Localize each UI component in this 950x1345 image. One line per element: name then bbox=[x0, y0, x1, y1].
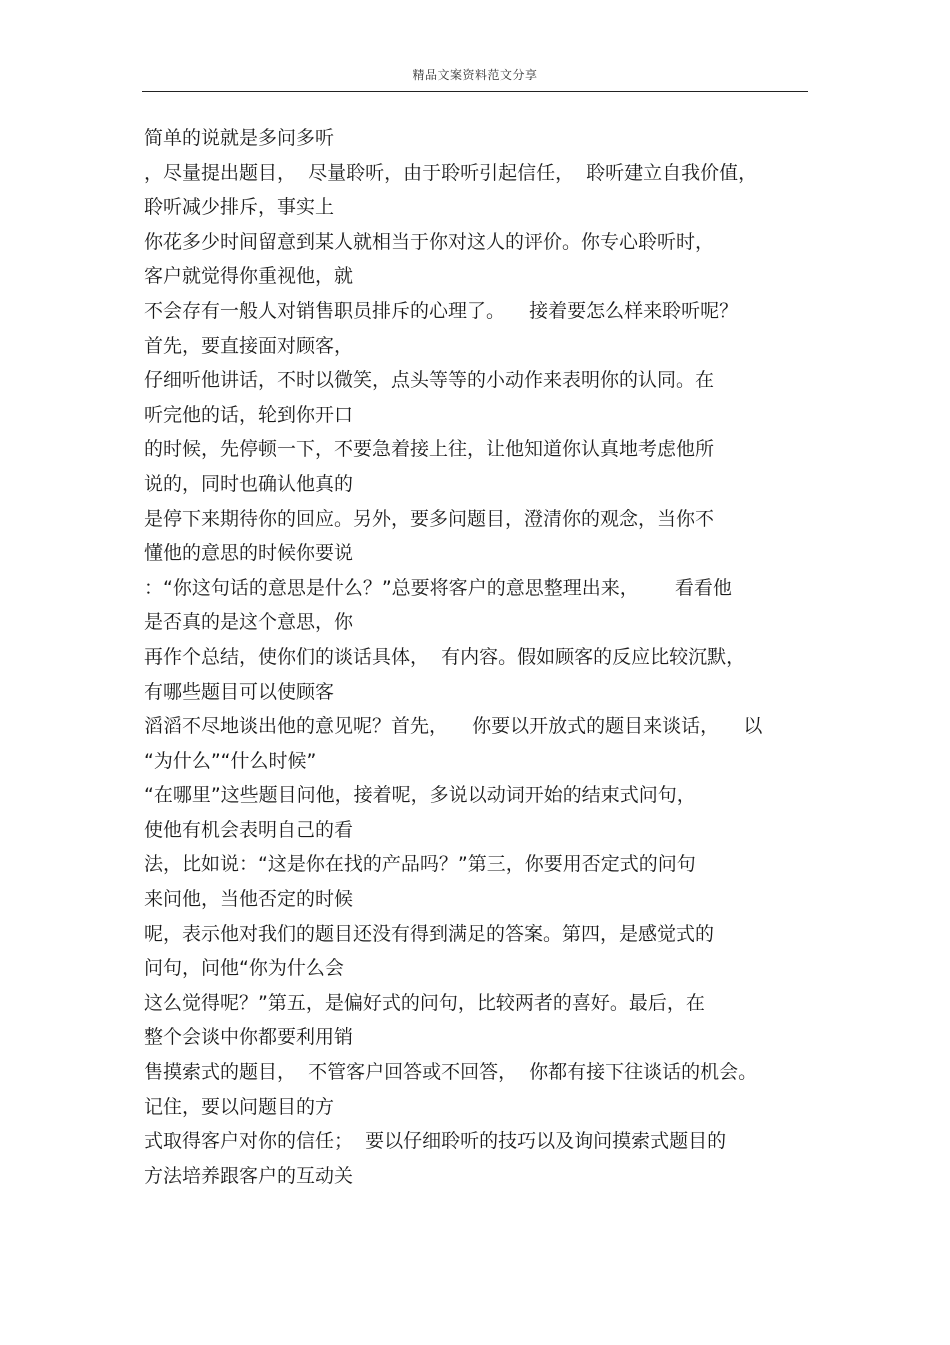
document-body bbox=[144, 124, 814, 1196]
text-line: 法，比如说：“这是你在找的产品吗？”第三，你要用否定式的问句 bbox=[144, 853, 696, 876]
text-line: 问句，问他“你为什么会 bbox=[144, 957, 344, 980]
text-line: 你花多少时间留意到某人就相当于你对这人的评价。你专心聆听时， bbox=[144, 230, 715, 253]
text-line: 简单的说就是多问多听 bbox=[144, 127, 335, 149]
text-line: 使他有机会表明自己的看 bbox=[144, 818, 354, 841]
text-line: 是停下来期待你的回应。另外，要多问题目，澄清你的观念，当你不 bbox=[144, 507, 715, 530]
text-line: 呢，表示他对我们的题目还没有得到满足的答案。第四，是感觉式的 bbox=[144, 922, 715, 945]
text-line: 式取得客户对你的信任； 要以仔细聆听的技巧以及询问摸索式题目的 bbox=[144, 1130, 727, 1153]
text-line: 整个会谈中你都要利用销 bbox=[144, 1026, 354, 1049]
header-divider bbox=[142, 91, 808, 92]
page-header: 精品文案资料范文分享 bbox=[412, 68, 538, 82]
text-line: “为什么”“什么时候” bbox=[144, 749, 317, 772]
text-line: 的时候，先停顿一下，不要急着接上往，让他知道你认真地考虑他所 bbox=[144, 438, 715, 461]
text-line: “在哪里”这些题目问他，接着呢，多说以动词开始的结束式问句， bbox=[144, 784, 696, 807]
text-line: ，尽量提出题目， 尽量聆听，由于聆听引起信任， 聆听建立自我价值， bbox=[144, 161, 758, 184]
text-line: 聆听减少排斥，事实上 bbox=[144, 196, 335, 219]
text-line: ：“你这句话的意思是什么？”总要将客户的意思整理出来， 看看他 bbox=[144, 576, 732, 599]
text-line: 仔细听他讲话，不时以微笑，点头等等的小动作来表明你的认同。在 bbox=[144, 369, 715, 392]
text-line: 不会存有一般人对销售职员排斥的心理了。 接着要怎么样来聆听呢？ bbox=[144, 299, 739, 322]
text-line: 来问他，当他否定的时候 bbox=[144, 888, 354, 911]
text-line: 说的，同时也确认他真的 bbox=[144, 472, 354, 495]
text-line: 客户就觉得你重视他，就 bbox=[144, 265, 354, 288]
text-line: 是否真的是这个意思，你 bbox=[144, 611, 354, 634]
text-line: 售摸索式的题目， 不管客户回答或不回答， 你都有接下往谈话的机会。 bbox=[144, 1061, 758, 1084]
text-line: 有哪些题目可以使顾客 bbox=[144, 680, 335, 703]
text-line: 再作个总结，使你们的谈话具体， 有内容。假如顾客的反应比较沉默， bbox=[144, 645, 746, 668]
text-line: 这么觉得呢？”第五，是偏好式的问句，比较两者的喜好。最后，在 bbox=[144, 991, 705, 1014]
text-line: 滔滔不尽地谈出他的意见呢？首先， 你要以开放式的题目来谈话， 以 bbox=[144, 715, 763, 738]
text-line: 首先，要直接面对顾客， bbox=[144, 334, 354, 357]
text-line: 懂他的意思的时候你要说 bbox=[144, 542, 354, 565]
text-line: 听完他的话，轮到你开口 bbox=[144, 403, 354, 426]
text-line: 记住，要以问题目的方 bbox=[144, 1095, 335, 1118]
text-line: 方法培养跟客户的互动关 bbox=[144, 1164, 354, 1187]
